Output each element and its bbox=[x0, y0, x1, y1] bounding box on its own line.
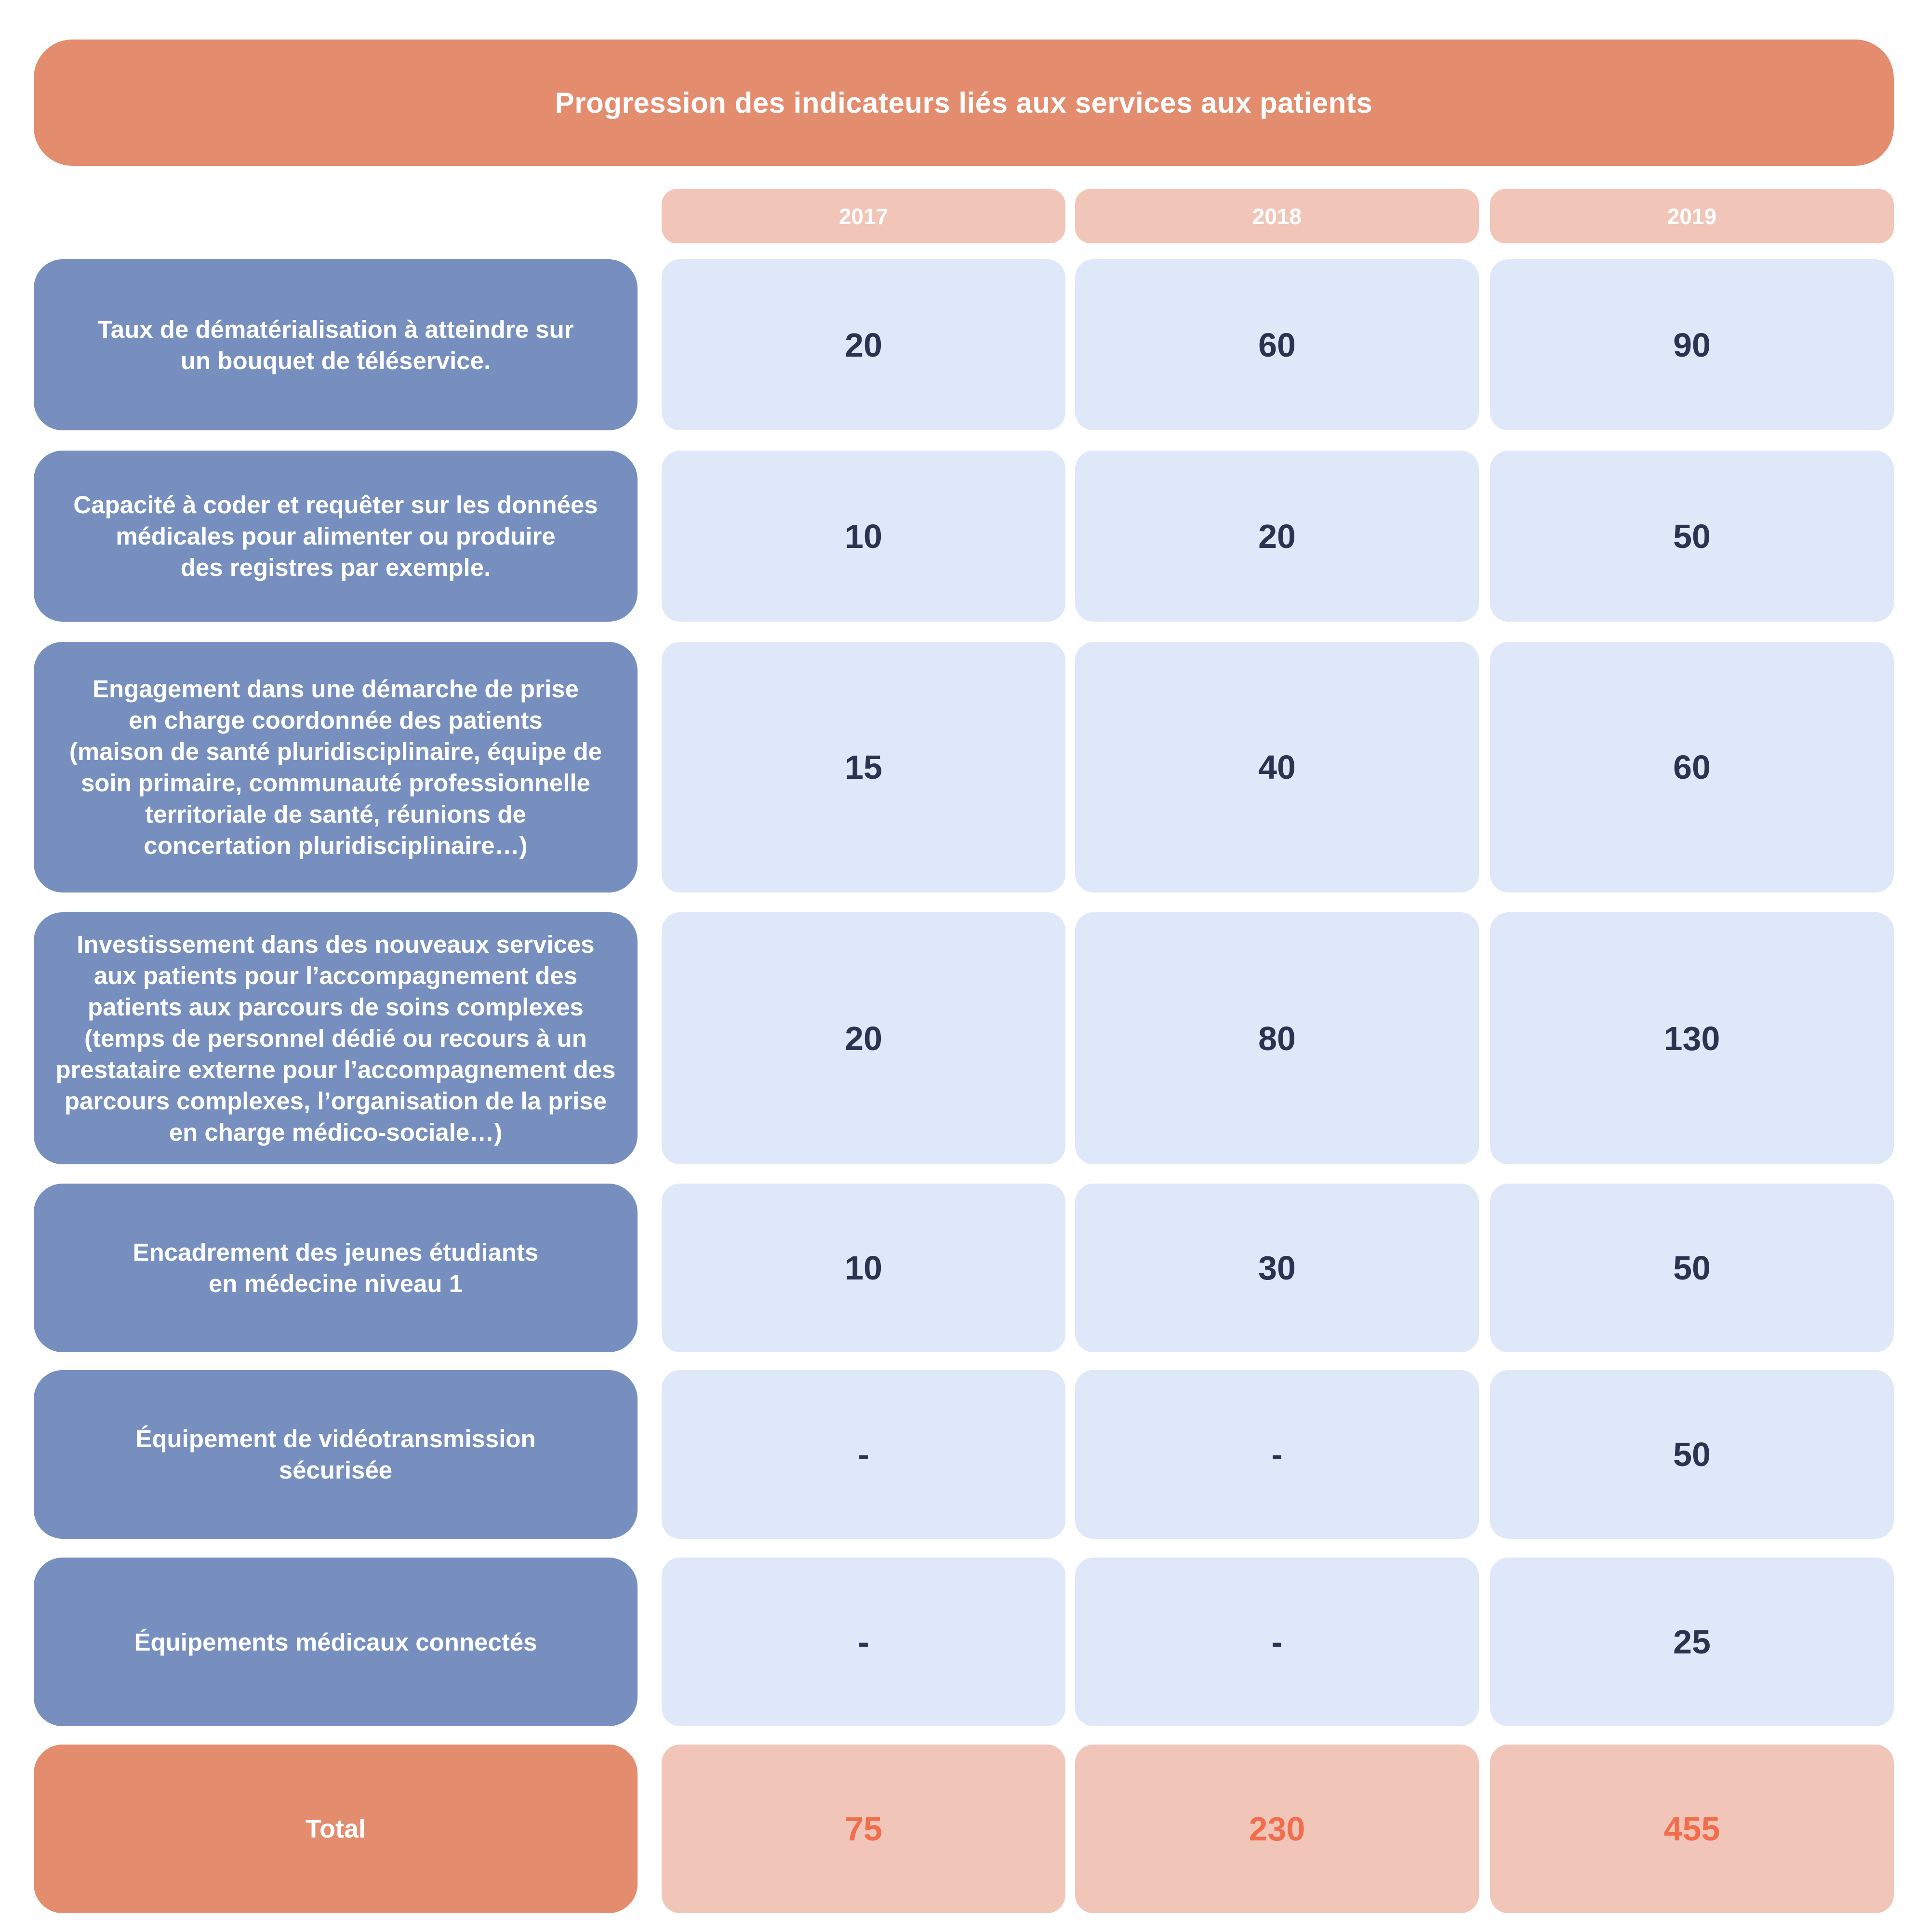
row-label-text: Équipement de vidéotransmission sécurisée bbox=[135, 1425, 536, 1484]
value-cell: 25 bbox=[1490, 1558, 1894, 1726]
value-cell: - bbox=[1075, 1370, 1479, 1539]
value-cell: 130 bbox=[1490, 912, 1894, 1164]
year-header-2019: 2019 bbox=[1490, 189, 1894, 243]
row-label-text: Capacité à coder et requêter sur les données médicales pour alimenter ou produire des registres par exemple. bbox=[73, 491, 598, 581]
value-cell: 50 bbox=[1490, 451, 1894, 622]
row-label-text: Investissement dans des nouveaux services aux patients pour l’accompagnement des patients aux parcours de soins complexes (temps de personnel dédié ou recours à un prestataire externe pour l’accompagnement des parcours complexes, l’organisation de la prise en charge médico-sociale…) bbox=[55, 931, 616, 1146]
value-cell: 50 bbox=[1490, 1370, 1894, 1539]
row-label-dematerialisation bbox=[34, 259, 638, 430]
row-label-text: Équipements médicaux connectés bbox=[134, 1628, 537, 1656]
row-label-engagement bbox=[34, 642, 638, 893]
table-title-bar bbox=[34, 40, 1894, 166]
value-cell: 10 bbox=[662, 1184, 1065, 1352]
year-header-2017: 2017 bbox=[662, 189, 1065, 243]
value-cell: 60 bbox=[1490, 642, 1894, 893]
value-cell: 20 bbox=[662, 912, 1065, 1164]
value-cell: - bbox=[662, 1558, 1065, 1726]
row-label-coder-requeter bbox=[34, 451, 638, 622]
value-cell: - bbox=[1075, 1558, 1479, 1726]
row-label-text: Encadrement des jeunes étudiants en médecine niveau 1 bbox=[133, 1239, 539, 1297]
value-cell: 60 bbox=[1075, 259, 1479, 430]
total-label: Total bbox=[34, 1745, 638, 1913]
row-label-equipements-connectes bbox=[34, 1558, 638, 1726]
row-label-text: Taux de dématérialisation à atteindre sur un bouquet de téléservice. bbox=[97, 315, 574, 374]
row-label-videotransmission bbox=[34, 1370, 638, 1539]
value-cell: 90 bbox=[1490, 259, 1894, 430]
total-value-2019: 455 bbox=[1490, 1745, 1894, 1913]
value-cell: 20 bbox=[1075, 451, 1479, 622]
value-cell: 20 bbox=[662, 259, 1065, 430]
value-cell: 10 bbox=[662, 451, 1065, 622]
total-value-2018: 230 bbox=[1075, 1745, 1479, 1913]
year-header-2018: 2018 bbox=[1075, 189, 1479, 243]
value-cell: 80 bbox=[1075, 912, 1479, 1164]
value-cell: 50 bbox=[1490, 1184, 1894, 1352]
value-cell: 40 bbox=[1075, 642, 1479, 893]
value-cell: 30 bbox=[1075, 1184, 1479, 1352]
row-label-investissement bbox=[34, 912, 638, 1164]
row-label-encadrement bbox=[34, 1184, 638, 1352]
total-value-2017: 75 bbox=[662, 1745, 1065, 1913]
row-label-text: Engagement dans une démarche de prise en charge coordonnée des patients (maison de santé pluridisciplinaire, équipe de soin primaire, communauté professionnelle territoriale de santé, réunions de concertation pluridisciplinaire…) bbox=[69, 675, 602, 859]
value-cell: - bbox=[662, 1370, 1065, 1539]
value-cell: 15 bbox=[662, 642, 1065, 893]
table-title: Progression des indicateurs liés aux services aux patients bbox=[555, 86, 1373, 119]
